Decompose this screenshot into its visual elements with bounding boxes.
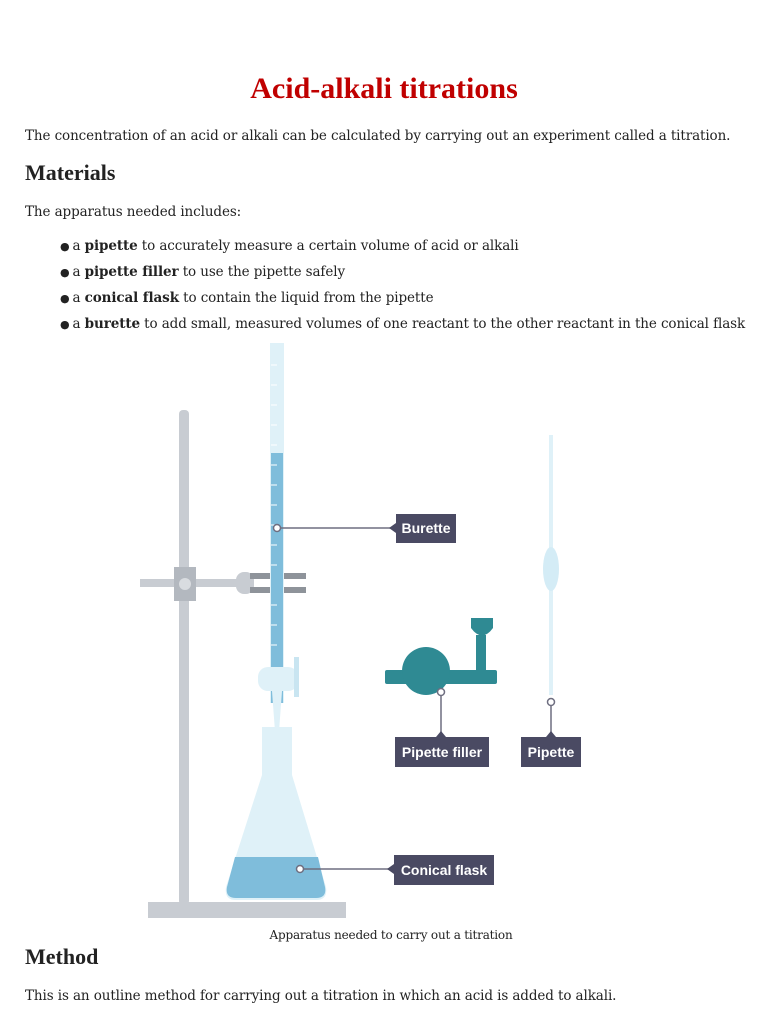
item-description: to contain the liquid from the pipette <box>178 290 434 306</box>
burette-liquid <box>271 453 283 703</box>
method-paragraph: This is an outline method for carrying out a titration in which an acid is added to alkali. <box>25 988 617 1004</box>
method-heading: Method <box>25 944 99 969</box>
list-item <box>60 288 745 314</box>
bullet-dot-icon: ● <box>60 240 70 253</box>
item-description: to use the pipette safely <box>178 264 345 280</box>
bullet-dot-icon: ● <box>60 266 70 279</box>
list-item <box>60 262 745 288</box>
stand-rod <box>179 410 189 905</box>
list-item <box>60 236 745 262</box>
item-description: to accurately measure a certain volume of acid or alkali <box>137 238 519 254</box>
burette-tap <box>258 667 298 691</box>
filler-bulb <box>402 647 450 695</box>
pipette-filler-label-text: Pipette filler <box>401 744 483 760</box>
filler-stem <box>476 635 486 675</box>
figure-caption: Apparatus needed to carry out a titration <box>269 928 513 942</box>
stand-base <box>148 902 346 918</box>
item-prefix: a <box>72 238 85 254</box>
page-title: Acid-alkali titrations <box>250 72 518 105</box>
pipette-label-text: Pipette <box>527 744 575 760</box>
conical-flask-label-text: Conical flask <box>400 862 488 878</box>
burette-label-text: Burette <box>401 520 451 536</box>
boss-screw <box>179 578 191 590</box>
item-description: to add small, measured volumes of one reactant to the other reactant in the conical flask <box>139 316 746 332</box>
flask-liquid <box>227 857 326 898</box>
filler-valve <box>471 618 493 636</box>
materials-lead: The apparatus needed includes: <box>25 204 242 220</box>
bullet-dot-icon: ● <box>60 318 70 331</box>
intro-paragraph: The concentration of an acid or alkali can be calculated by carrying out an experiment called a titration. <box>25 128 731 144</box>
item-prefix: a <box>72 316 85 332</box>
tap-handle <box>294 657 299 697</box>
item-term: pipette filler <box>84 264 179 280</box>
item-term: burette <box>84 316 140 332</box>
materials-heading: Materials <box>25 160 116 185</box>
materials-list <box>60 236 745 340</box>
titration-apparatus-figure <box>0 335 768 925</box>
item-term: pipette <box>84 238 138 254</box>
item-prefix: a <box>72 264 85 280</box>
item-prefix: a <box>72 290 85 306</box>
item-term: conical flask <box>84 290 179 306</box>
pipette-bulb <box>543 547 559 591</box>
bullet-dot-icon: ● <box>60 292 70 305</box>
